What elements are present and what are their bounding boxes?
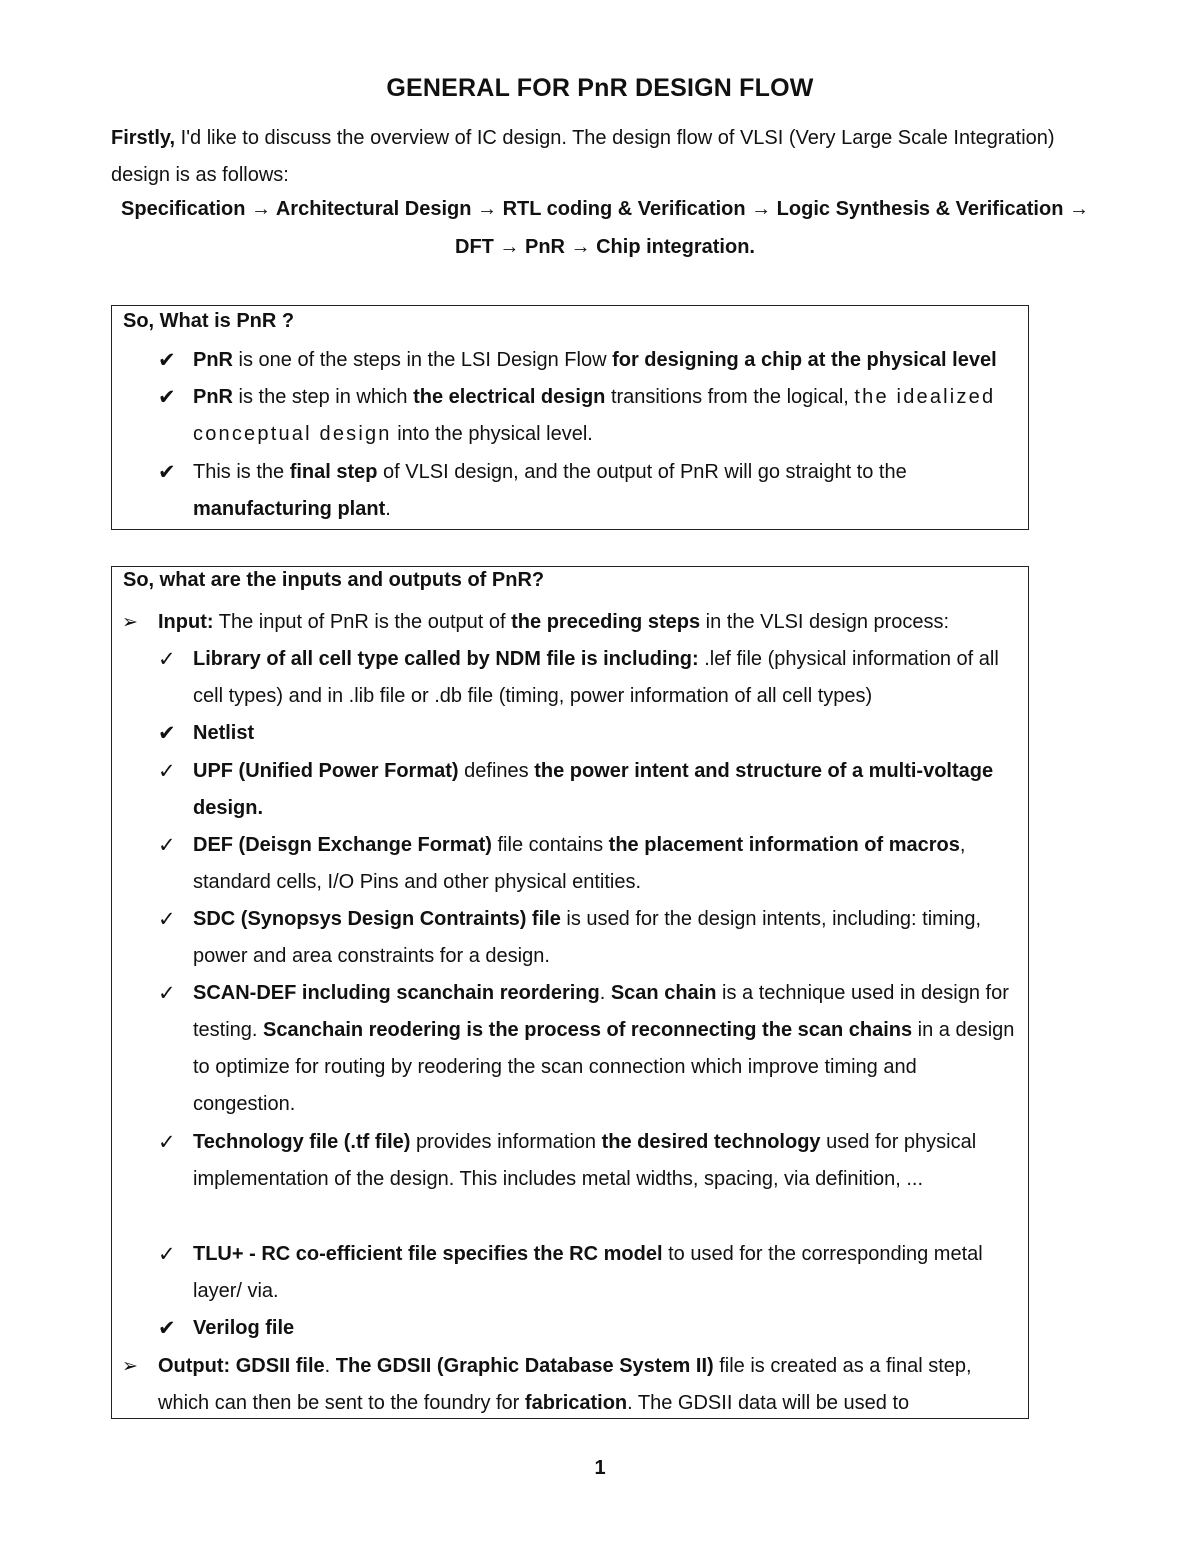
output-t1: . <box>324 1355 336 1377</box>
box2-heading: So, what are the inputs and outputs of PnR? <box>123 569 545 591</box>
check-thin-icon: ✓ <box>158 908 176 931</box>
page-number: 1 <box>594 1457 606 1479</box>
input-item-scan-def <box>193 975 1023 1123</box>
input-t2: in the VLSI design process: <box>700 611 950 633</box>
box1-item-2-s1: the idealized conceptual design <box>193 386 996 445</box>
tech-t2: used for physical implementation of the design. This includes metal widths, spacing, via definition, ... <box>193 1131 977 1190</box>
box1-item-1-b2: for designing a chip at the physical level <box>612 349 997 371</box>
document-title: GENERAL FOR PnR DESIGN FLOW <box>386 74 814 102</box>
box1-item-1-b1: PnR <box>193 349 233 371</box>
output-t3: . The GDSII data will be used to <box>627 1392 910 1414</box>
scan-b1: SCAN-DEF including scanchain reordering <box>193 982 600 1004</box>
tlu-b1: TLU+ - RC co-efficient file specifies the RC model <box>193 1243 663 1265</box>
output-b3: fabrication <box>524 1392 628 1414</box>
upf-t1: defines <box>458 760 535 782</box>
input-item-tlu <box>193 1236 1023 1310</box>
intro-text: I'd like to discuss the overview of IC design. The design flow of VLSI (Very Large Scale Integration) design is as follows: <box>111 127 1055 186</box>
box1-item-3-t1: of VLSI design, and the output of PnR will go straight to the <box>377 461 907 483</box>
input-b1: the preceding steps <box>511 611 701 633</box>
input-item-tech-file <box>193 1124 1023 1198</box>
verilog-b1: Verilog file <box>193 1317 295 1339</box>
input-item-upf <box>193 753 1023 827</box>
check-bold-icon: ✔ <box>158 349 176 372</box>
library-t1: .lef file (physical information of all cell types) and in .lib file or .db file (timing, power information of all cell types) <box>193 648 999 707</box>
tech-b2: the desired technology <box>601 1131 821 1153</box>
check-thin-icon: ✓ <box>158 1243 176 1266</box>
scan-t3: in a design to optimize for routing by reodering the scan connection which improve timing and congestion. <box>193 1019 1015 1115</box>
check-thin-icon: ✓ <box>158 648 176 671</box>
check-bold-icon: ✔ <box>158 1317 176 1340</box>
netlist-b1: Netlist <box>193 722 255 744</box>
check-bold-icon: ✔ <box>158 722 176 745</box>
check-thin-icon: ✓ <box>158 834 176 857</box>
input-t1: The input of PnR is the output of <box>213 611 512 633</box>
sdc-b1: SDC (Synopsys Design Contraints) file <box>193 908 561 930</box>
check-thin-icon: ✓ <box>158 760 176 783</box>
box1-item-2-t3: into the physical level. <box>391 423 593 445</box>
def-t1: file contains <box>491 834 609 856</box>
design-flow-line-2: DFT → PnR → Chip integration. <box>455 236 755 258</box>
box1-item-1 <box>193 342 1023 379</box>
box1-item-2-b1: PnR <box>193 386 233 408</box>
scan-b3: Scanchain reodering is the process of reconnecting the scan chains <box>263 1019 913 1041</box>
input-item-library <box>193 641 1023 715</box>
box1-item-2 <box>193 379 1023 453</box>
check-thin-icon: ✓ <box>158 1131 176 1154</box>
output-t2: file is created as a final step, which can then be sent to the foundry for <box>158 1355 972 1414</box>
box1-item-3-t0: This is the <box>193 461 290 483</box>
input-item-netlist <box>193 715 1023 752</box>
box1-item-3 <box>193 454 1023 528</box>
tlu-t1: to used for the corresponding metal layer/ via. <box>193 1243 983 1302</box>
input-label: Input: <box>158 611 214 633</box>
def-b1: DEF (Deisgn Exchange Format) <box>193 834 492 856</box>
intro-paragraph <box>111 120 1111 194</box>
tech-t1: provides information <box>410 1131 602 1153</box>
scan-t2: is a technique used in design for testing. <box>193 982 1009 1041</box>
box1-item-2-t1: is the step in which <box>233 386 414 408</box>
box1-item-2-t2: transitions from the logical, <box>605 386 855 408</box>
input-item-verilog <box>193 1310 1023 1347</box>
inputs-outputs-box <box>111 566 1029 1419</box>
input-item-sdc <box>193 901 1023 975</box>
input-item-def <box>193 827 1023 901</box>
upf-b1: UPF (Unified Power Format) <box>193 760 459 782</box>
box1-item-3-b2: manufacturing plant <box>193 498 386 520</box>
what-is-pnr-box <box>111 305 1029 530</box>
upf-b2: the power intent and structure of a multi-voltage design. <box>193 760 994 819</box>
intro-lead: Firstly, <box>111 127 176 149</box>
box1-item-1-t1: is one of the steps in the LSI Design Flow <box>233 349 613 371</box>
design-flow <box>100 190 1110 266</box>
library-b1: Library of all cell type called by NDM file is including: <box>193 648 699 670</box>
arrow-bullet-icon: ➢ <box>122 1356 138 1377</box>
check-bold-icon: ✔ <box>158 461 176 484</box>
tech-b1: Technology file (.tf file) <box>193 1131 411 1153</box>
output-b2: The GDSII (Graphic Database System II) <box>335 1355 714 1377</box>
def-b2: the placement information of macros <box>608 834 960 856</box>
input-line <box>158 604 1018 641</box>
check-thin-icon: ✓ <box>158 982 176 1005</box>
scan-t1: . <box>599 982 611 1004</box>
output-line <box>158 1348 1018 1422</box>
box1-item-3-b1: final step <box>289 461 378 483</box>
def-t2: , standard cells, I/O Pins and other physical entities. <box>193 834 966 893</box>
box1-heading: So, What is PnR ? <box>123 310 295 332</box>
sdc-t1: is used for the design intents, including: timing, power and area constraints for a design. <box>193 908 982 967</box>
box1-item-3-t2: . <box>385 498 391 520</box>
box1-item-2-b2: the electrical design <box>413 386 606 408</box>
check-bold-icon: ✔ <box>158 386 176 409</box>
design-flow-line-1: Specification → Architectural Design → RTL coding & Verification → Logic Synthesis & Verification → <box>121 198 1089 220</box>
arrow-bullet-icon: ➢ <box>122 612 138 633</box>
scan-b2: Scan chain <box>610 982 717 1004</box>
output-b1: Output: GDSII file <box>158 1355 325 1377</box>
